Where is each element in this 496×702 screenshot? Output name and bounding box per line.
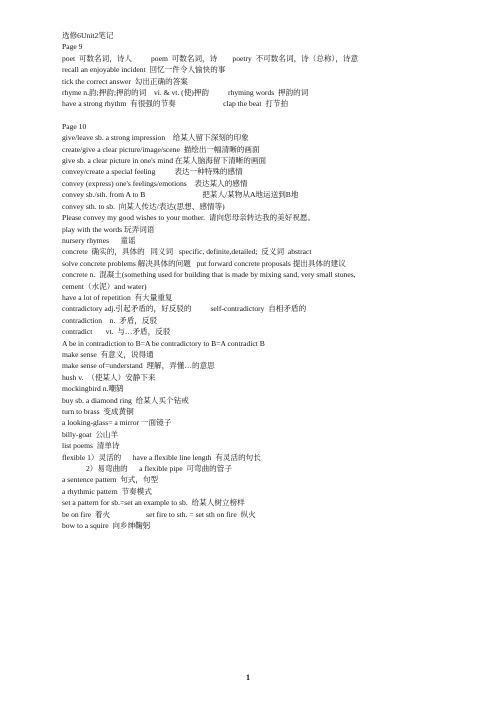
note-line: make sense of=understand 理解，弄懂…的意思 [62,361,215,371]
note-line: cement（水泥）and water) [62,281,147,291]
note-line: rhyme n.韵;押韵;押韵的词 vi. & vt. (使)押韵 rhyming words 押韵的词 [62,88,309,98]
document-title: 选修6Unit2笔记 [62,31,114,40]
page10-heading: Page 10 [62,121,87,131]
note-line: give/leave sb. a strong impression 给某人留下深刻的印象 [62,133,249,143]
note-line: concrete n. 混凝土(something used for building that is made by mixing sand, very small stones, [62,270,356,280]
page-number: 1 [246,673,250,682]
note-line: have a lot of repetition 有大量重复 [62,292,173,302]
note-line: a looking-glass= a mirror 一面镜子 [62,418,172,428]
note-line: give sb. a clear picture in one's mind 在某人脑海留下清晰的画面 [62,156,267,166]
note-line: convey sth. to sb. 向某人传达/表达(思想、感情等) [62,201,225,211]
note-line: flexible 1）灵活的 have a flexible line length 有灵活的句长 [62,452,261,462]
note-line: list poems 清单诗 [62,441,120,451]
notes-body [62,30,442,531]
note-line: a rhythmic pattern 节奏模式 [62,486,152,496]
note-line: bow to a squire 向乡绅鞠躬 [62,521,151,531]
note-line: buy sb. a diamond ring 给某人买个钻戒 [62,395,189,405]
note-line: nursery rhymes 童谣 [62,235,136,245]
note-line-indented: 2）易弯曲的 a flexible pipe 可弯曲的管子 [86,464,232,474]
note-line: recall an enjoyable incident 回忆一件令人愉快的事 [62,65,226,75]
note-line: be on fire 着火 set fire to sth. = set sth on fire 纵火 [62,509,256,519]
note-line: tick the correct answer 勾出正确的答案 [62,76,188,86]
note-line: create/give a clear picture/image/scene 描绘出一幅清晰的画面 [62,144,260,154]
note-line: a sentence pattern 句式，句型 [62,475,159,485]
note-line: Please convey my good wishes to your mother. 请向您母亲转达我的美好祝愿。 [62,213,316,223]
note-line: A be in contradiction to B=A be contradictory to B=A contradict B [62,338,265,348]
note-line: play with the words 玩弄词语 [62,224,155,234]
note-line: contradict vt. 与…矛盾，反驳 [62,327,171,337]
note-line: contradiction n. 矛盾，反驳 [62,315,158,325]
note-line: poet 可数名词，诗人 poem 可数名词，诗 poetry 不可数名词，诗（总称），诗意 [62,53,359,63]
note-line: concrete 确实的，具体的 同义词 specific, definite,detailed; 反义词 abstract [62,247,312,257]
note-line: convey (express) one's feelings/emotions 表达某人的感情 [62,178,248,188]
note-line: make sense 有意义，说得通 [62,349,154,359]
note-line: hush v. （使某人）安静下来 [62,372,156,382]
note-line: billy-goat 公山羊 [62,429,119,439]
note-line: convey/create a special feeling 表达一种特殊的感情 [62,167,243,177]
note-line: solve concrete problems 解决具体的问题 put forward concrete proposals 提出具体的建议 [62,258,346,268]
note-line: have a strong rhythm 有很强的节奏 clap the beat 打节拍 [62,99,289,109]
note-line: contradictory adj.引起矛盾的，好反驳的 self-contradictory 自相矛盾的 [62,304,307,314]
note-line: turn to brass 变成黄铜 [62,407,134,416]
page9-heading: Page 9 [62,42,83,52]
note-line: set a pattern for sb.=set an example to sb. 给某人树立榜样 [62,498,245,508]
section-gap [62,110,442,121]
note-line: convey sb./sth. from A to B 把某人/某物从A地运送到B地 [62,190,299,200]
note-line: mockingbird n.嘲鸫 [62,384,124,394]
